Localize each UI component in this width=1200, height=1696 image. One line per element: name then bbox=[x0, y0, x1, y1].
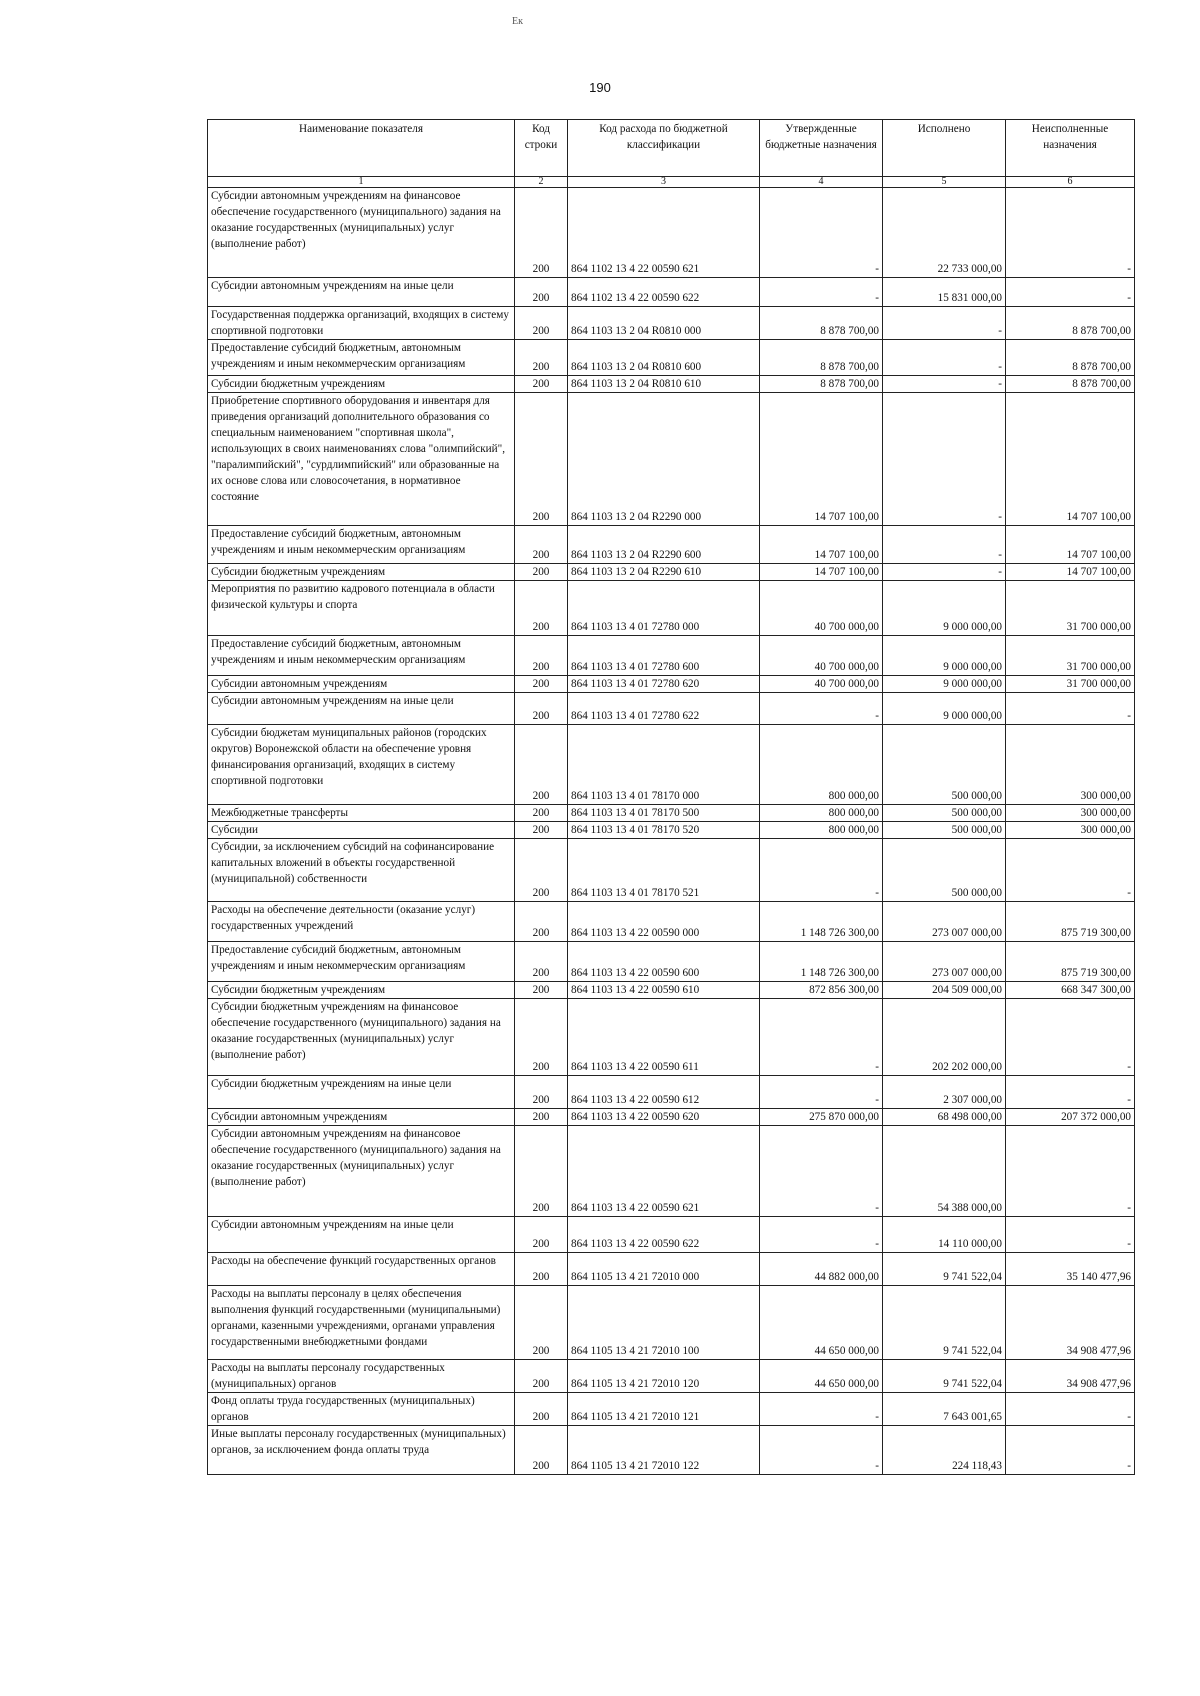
row-line-code: 200 bbox=[515, 999, 568, 1076]
column-number: 2 bbox=[515, 177, 568, 188]
row-name: Расходы на выплаты персоналу в целях обеспечения выполнения функций государственными (муниципальными) органами, казенными учреждениями, органами управления государственными внебюджетными фондами bbox=[208, 1286, 515, 1360]
row-approved: 1 148 726 300,00 bbox=[760, 942, 883, 982]
row-executed: 204 509 000,00 bbox=[883, 982, 1006, 999]
row-name: Субсидии автономным учреждениям на финансовое обеспечение государственного (муниципального) задания на оказание государственных (муниципальных) услуг (выполнение работ) bbox=[208, 188, 515, 278]
row-unexecuted: 300 000,00 bbox=[1006, 805, 1135, 822]
row-approved: 40 700 000,00 bbox=[760, 581, 883, 636]
row-approved: 800 000,00 bbox=[760, 822, 883, 839]
row-name: Субсидии автономным учреждениям bbox=[208, 676, 515, 693]
row-line-code: 200 bbox=[515, 636, 568, 676]
row-approved: - bbox=[760, 1393, 883, 1426]
row-approved: 1 148 726 300,00 bbox=[760, 902, 883, 942]
row-unexecuted: 300 000,00 bbox=[1006, 822, 1135, 839]
row-unexecuted: - bbox=[1006, 999, 1135, 1076]
row-approved: 44 882 000,00 bbox=[760, 1253, 883, 1286]
row-line-code: 200 bbox=[515, 942, 568, 982]
row-line-code: 200 bbox=[515, 693, 568, 725]
row-name: Субсидии автономным учреждениям на иные цели bbox=[208, 278, 515, 307]
row-executed: 7 643 001,65 bbox=[883, 1393, 1006, 1426]
row-unexecuted: 14 707 100,00 bbox=[1006, 393, 1135, 526]
row-name: Субсидии бюджетным учреждениям bbox=[208, 564, 515, 581]
row-budget-code: 864 1103 13 4 01 78170 000 bbox=[568, 725, 760, 805]
row-unexecuted: - bbox=[1006, 839, 1135, 902]
row-line-code: 200 bbox=[515, 1286, 568, 1360]
row-line-code: 200 bbox=[515, 376, 568, 393]
row-line-code: 200 bbox=[515, 1426, 568, 1475]
row-approved: - bbox=[760, 1426, 883, 1475]
row-name: Расходы на обеспечение функций государственных органов bbox=[208, 1253, 515, 1286]
row-line-code: 200 bbox=[515, 676, 568, 693]
row-unexecuted: 8 878 700,00 bbox=[1006, 307, 1135, 340]
row-executed: 273 007 000,00 bbox=[883, 902, 1006, 942]
row-approved: 275 870 000,00 bbox=[760, 1109, 883, 1126]
table-row bbox=[208, 693, 1135, 725]
row-name: Субсидии бюджетам муниципальных районов (городских округов) Воронежской области на обеспечение уровня финансирования организаций, входящих в систему спортивной подготовки bbox=[208, 725, 515, 805]
row-executed: 9 000 000,00 bbox=[883, 636, 1006, 676]
row-unexecuted: 31 700 000,00 bbox=[1006, 636, 1135, 676]
row-approved: 44 650 000,00 bbox=[760, 1286, 883, 1360]
row-line-code: 200 bbox=[515, 1253, 568, 1286]
row-line-code: 200 bbox=[515, 1217, 568, 1253]
row-unexecuted: - bbox=[1006, 1126, 1135, 1217]
row-budget-code: 864 1105 13 4 21 72010 000 bbox=[568, 1253, 760, 1286]
row-name: Предоставление субсидий бюджетным, автономным учреждениям и иным некоммерческим организациям bbox=[208, 942, 515, 982]
row-budget-code: 864 1102 13 4 22 00590 621 bbox=[568, 188, 760, 278]
row-unexecuted: 14 707 100,00 bbox=[1006, 526, 1135, 564]
row-line-code: 200 bbox=[515, 805, 568, 822]
row-executed: 500 000,00 bbox=[883, 725, 1006, 805]
row-approved: 40 700 000,00 bbox=[760, 636, 883, 676]
row-approved: - bbox=[760, 1076, 883, 1109]
header-budget-code: Код расхода по бюджетной классификации bbox=[568, 120, 760, 177]
row-budget-code: 864 1105 13 4 21 72010 122 bbox=[568, 1426, 760, 1475]
row-unexecuted: 34 908 477,96 bbox=[1006, 1286, 1135, 1360]
row-name: Субсидии, за исключением субсидий на софинансирование капитальных вложений в объекты государственной (муниципальной) собственности bbox=[208, 839, 515, 902]
row-line-code: 200 bbox=[515, 393, 568, 526]
row-line-code: 200 bbox=[515, 581, 568, 636]
row-unexecuted: 8 878 700,00 bbox=[1006, 340, 1135, 376]
row-executed: 224 118,43 bbox=[883, 1426, 1006, 1475]
row-name: Расходы на обеспечение деятельности (оказание услуг) государственных учреждений bbox=[208, 902, 515, 942]
row-budget-code: 864 1103 13 2 04 R0810 000 bbox=[568, 307, 760, 340]
row-executed: 54 388 000,00 bbox=[883, 1126, 1006, 1217]
row-budget-code: 864 1103 13 4 22 00590 000 bbox=[568, 902, 760, 942]
row-line-code: 200 bbox=[515, 278, 568, 307]
header-line-code: Код строки bbox=[515, 120, 568, 177]
row-unexecuted: 875 719 300,00 bbox=[1006, 942, 1135, 982]
row-line-code: 200 bbox=[515, 564, 568, 581]
row-approved: - bbox=[760, 278, 883, 307]
row-budget-code: 864 1105 13 4 21 72010 121 bbox=[568, 1393, 760, 1426]
page-number: 190 bbox=[589, 80, 611, 95]
row-approved: 14 707 100,00 bbox=[760, 564, 883, 581]
row-approved: 14 707 100,00 bbox=[760, 526, 883, 564]
table-row bbox=[208, 1360, 1135, 1393]
table-row bbox=[208, 564, 1135, 581]
table-row bbox=[208, 393, 1135, 526]
header-executed: Исполнено bbox=[883, 120, 1006, 177]
row-budget-code: 864 1102 13 4 22 00590 622 bbox=[568, 278, 760, 307]
row-name: Субсидии бюджетным учреждениям на финансовое обеспечение государственного (муниципального) задания на оказание государственных (муниципальных) услуг (выполнение работ) bbox=[208, 999, 515, 1076]
row-name: Предоставление субсидий бюджетным, автономным учреждениям и иным некоммерческим организациям bbox=[208, 340, 515, 376]
row-approved: 8 878 700,00 bbox=[760, 376, 883, 393]
table-row bbox=[208, 676, 1135, 693]
table-row bbox=[208, 839, 1135, 902]
row-executed: - bbox=[883, 307, 1006, 340]
row-budget-code: 864 1103 13 4 01 78170 500 bbox=[568, 805, 760, 822]
row-unexecuted: - bbox=[1006, 1426, 1135, 1475]
row-executed: 9 000 000,00 bbox=[883, 581, 1006, 636]
row-name: Расходы на выплаты персоналу государственных (муниципальных) органов bbox=[208, 1360, 515, 1393]
row-line-code: 200 bbox=[515, 307, 568, 340]
row-name: Субсидии бюджетным учреждениям на иные цели bbox=[208, 1076, 515, 1109]
column-number: 1 bbox=[208, 177, 515, 188]
row-name: Субсидии автономным учреждениям на иные цели bbox=[208, 1217, 515, 1253]
table-row bbox=[208, 1286, 1135, 1360]
row-approved: - bbox=[760, 839, 883, 902]
table-body bbox=[208, 188, 1135, 1475]
table-row bbox=[208, 725, 1135, 805]
row-executed: 14 110 000,00 bbox=[883, 1217, 1006, 1253]
row-unexecuted: 14 707 100,00 bbox=[1006, 564, 1135, 581]
table-row bbox=[208, 805, 1135, 822]
row-approved: 800 000,00 bbox=[760, 805, 883, 822]
row-executed: - bbox=[883, 376, 1006, 393]
row-executed: - bbox=[883, 393, 1006, 526]
row-name: Субсидии автономным учреждениям bbox=[208, 1109, 515, 1126]
table-row bbox=[208, 1426, 1135, 1475]
row-line-code: 200 bbox=[515, 822, 568, 839]
table-header-row bbox=[208, 120, 1135, 177]
table-row bbox=[208, 902, 1135, 942]
row-executed: - bbox=[883, 526, 1006, 564]
row-executed: 68 498 000,00 bbox=[883, 1109, 1006, 1126]
row-name: Приобретение спортивного оборудования и инвентаря для приведения организаций дополнительного образования со специальным наименованием "спортивная школа", использующих в своих наименованиях слова "олимпийский", "паралимпийский", "сурдлимпийский" или образованные на их основе слова или словосочетания, в нормативное состояние bbox=[208, 393, 515, 526]
row-unexecuted: 875 719 300,00 bbox=[1006, 902, 1135, 942]
row-line-code: 200 bbox=[515, 902, 568, 942]
table-row bbox=[208, 278, 1135, 307]
table-row bbox=[208, 636, 1135, 676]
row-name: Фонд оплаты труда государственных (муниципальных) органов bbox=[208, 1393, 515, 1426]
row-budget-code: 864 1103 13 4 01 78170 521 bbox=[568, 839, 760, 902]
table-row bbox=[208, 1393, 1135, 1426]
column-number: 6 bbox=[1006, 177, 1135, 188]
row-executed: 9 741 522,04 bbox=[883, 1360, 1006, 1393]
row-approved: - bbox=[760, 999, 883, 1076]
row-executed: 15 831 000,00 bbox=[883, 278, 1006, 307]
row-budget-code: 864 1103 13 4 01 72780 000 bbox=[568, 581, 760, 636]
row-approved: - bbox=[760, 188, 883, 278]
table-row bbox=[208, 1126, 1135, 1217]
row-name: Субсидии бюджетным учреждениям bbox=[208, 982, 515, 999]
row-unexecuted: - bbox=[1006, 188, 1135, 278]
row-line-code: 200 bbox=[515, 526, 568, 564]
row-line-code: 200 bbox=[515, 982, 568, 999]
row-unexecuted: - bbox=[1006, 278, 1135, 307]
row-budget-code: 864 1103 13 4 01 72780 620 bbox=[568, 676, 760, 693]
table-row bbox=[208, 376, 1135, 393]
row-budget-code: 864 1103 13 4 22 00590 612 bbox=[568, 1076, 760, 1109]
row-executed: 202 202 000,00 bbox=[883, 999, 1006, 1076]
column-number: 5 bbox=[883, 177, 1006, 188]
row-line-code: 200 bbox=[515, 1076, 568, 1109]
row-budget-code: 864 1103 13 2 04 R2290 610 bbox=[568, 564, 760, 581]
row-approved: 800 000,00 bbox=[760, 725, 883, 805]
row-name: Субсидии bbox=[208, 822, 515, 839]
table-row bbox=[208, 1253, 1135, 1286]
header-approved: Утвержденные бюджетные назначения bbox=[760, 120, 883, 177]
column-number-row bbox=[208, 177, 1135, 188]
row-executed: 500 000,00 bbox=[883, 805, 1006, 822]
row-budget-code: 864 1103 13 4 01 72780 600 bbox=[568, 636, 760, 676]
table-row bbox=[208, 942, 1135, 982]
row-approved: 40 700 000,00 bbox=[760, 676, 883, 693]
row-budget-code: 864 1105 13 4 21 72010 120 bbox=[568, 1360, 760, 1393]
table-row bbox=[208, 1217, 1135, 1253]
row-line-code: 200 bbox=[515, 1126, 568, 1217]
row-unexecuted: 300 000,00 bbox=[1006, 725, 1135, 805]
column-number: 3 bbox=[568, 177, 760, 188]
page-mark: Ек bbox=[512, 16, 523, 27]
row-budget-code: 864 1103 13 2 04 R0810 600 bbox=[568, 340, 760, 376]
row-executed: - bbox=[883, 340, 1006, 376]
row-name: Предоставление субсидий бюджетным, автономным учреждениям и иным некоммерческим организациям bbox=[208, 636, 515, 676]
row-executed: - bbox=[883, 564, 1006, 581]
row-unexecuted: 31 700 000,00 bbox=[1006, 581, 1135, 636]
row-budget-code: 864 1103 13 2 04 R0810 610 bbox=[568, 376, 760, 393]
row-line-code: 200 bbox=[515, 1360, 568, 1393]
header-indicator-name: Наименование показателя bbox=[208, 120, 515, 177]
row-budget-code: 864 1103 13 4 22 00590 620 bbox=[568, 1109, 760, 1126]
row-approved: 8 878 700,00 bbox=[760, 307, 883, 340]
table-row bbox=[208, 526, 1135, 564]
row-approved: 44 650 000,00 bbox=[760, 1360, 883, 1393]
row-approved: 872 856 300,00 bbox=[760, 982, 883, 999]
row-executed: 9 000 000,00 bbox=[883, 693, 1006, 725]
row-budget-code: 864 1103 13 4 22 00590 622 bbox=[568, 1217, 760, 1253]
row-name: Субсидии автономным учреждениям на финансовое обеспечение государственного (муниципального) задания на оказание государственных (муниципальных) услуг (выполнение работ) bbox=[208, 1126, 515, 1217]
row-approved: 14 707 100,00 bbox=[760, 393, 883, 526]
row-approved: - bbox=[760, 1126, 883, 1217]
row-unexecuted: 668 347 300,00 bbox=[1006, 982, 1135, 999]
row-line-code: 200 bbox=[515, 839, 568, 902]
row-budget-code: 864 1103 13 2 04 R2290 000 bbox=[568, 393, 760, 526]
budget-execution-table bbox=[207, 119, 1135, 1475]
row-name: Предоставление субсидий бюджетным, автономным учреждениям и иным некоммерческим организациям bbox=[208, 526, 515, 564]
row-executed: 500 000,00 bbox=[883, 839, 1006, 902]
row-budget-code: 864 1103 13 4 22 00590 600 bbox=[568, 942, 760, 982]
table-row bbox=[208, 1109, 1135, 1126]
table-row bbox=[208, 581, 1135, 636]
row-name: Межбюджетные трансферты bbox=[208, 805, 515, 822]
row-name: Государственная поддержка организаций, входящих в систему спортивной подготовки bbox=[208, 307, 515, 340]
column-number: 4 bbox=[760, 177, 883, 188]
table-row bbox=[208, 1076, 1135, 1109]
table-row bbox=[208, 307, 1135, 340]
row-executed: 500 000,00 bbox=[883, 822, 1006, 839]
row-approved: - bbox=[760, 693, 883, 725]
row-line-code: 200 bbox=[515, 1393, 568, 1426]
row-unexecuted: - bbox=[1006, 1393, 1135, 1426]
row-budget-code: 864 1103 13 4 01 72780 622 bbox=[568, 693, 760, 725]
row-line-code: 200 bbox=[515, 340, 568, 376]
row-unexecuted: 34 908 477,96 bbox=[1006, 1360, 1135, 1393]
row-executed: 2 307 000,00 bbox=[883, 1076, 1006, 1109]
row-unexecuted: - bbox=[1006, 1076, 1135, 1109]
row-name: Иные выплаты персоналу государственных (муниципальных) органов, за исключением фонда оплаты труда bbox=[208, 1426, 515, 1475]
table-row bbox=[208, 999, 1135, 1076]
row-approved: - bbox=[760, 1217, 883, 1253]
row-unexecuted: 35 140 477,96 bbox=[1006, 1253, 1135, 1286]
row-budget-code: 864 1103 13 4 01 78170 520 bbox=[568, 822, 760, 839]
row-budget-code: 864 1105 13 4 21 72010 100 bbox=[568, 1286, 760, 1360]
row-budget-code: 864 1103 13 2 04 R2290 600 bbox=[568, 526, 760, 564]
table-row bbox=[208, 188, 1135, 278]
row-executed: 9 741 522,04 bbox=[883, 1253, 1006, 1286]
header-unexecuted: Неисполненные назначения bbox=[1006, 120, 1135, 177]
row-name: Субсидии автономным учреждениям на иные цели bbox=[208, 693, 515, 725]
row-approved: 8 878 700,00 bbox=[760, 340, 883, 376]
row-unexecuted: 31 700 000,00 bbox=[1006, 676, 1135, 693]
row-unexecuted: 207 372 000,00 bbox=[1006, 1109, 1135, 1126]
row-line-code: 200 bbox=[515, 188, 568, 278]
row-unexecuted: 8 878 700,00 bbox=[1006, 376, 1135, 393]
row-executed: 9 741 522,04 bbox=[883, 1286, 1006, 1360]
row-executed: 273 007 000,00 bbox=[883, 942, 1006, 982]
table-row bbox=[208, 982, 1135, 999]
row-line-code: 200 bbox=[515, 1109, 568, 1126]
row-unexecuted: - bbox=[1006, 693, 1135, 725]
row-name: Субсидии бюджетным учреждениям bbox=[208, 376, 515, 393]
row-line-code: 200 bbox=[515, 725, 568, 805]
row-executed: 9 000 000,00 bbox=[883, 676, 1006, 693]
row-name: Мероприятия по развитию кадрового потенциала в области физической культуры и спорта bbox=[208, 581, 515, 636]
row-budget-code: 864 1103 13 4 22 00590 611 bbox=[568, 999, 760, 1076]
row-budget-code: 864 1103 13 4 22 00590 621 bbox=[568, 1126, 760, 1217]
row-unexecuted: - bbox=[1006, 1217, 1135, 1253]
row-budget-code: 864 1103 13 4 22 00590 610 bbox=[568, 982, 760, 999]
table-row bbox=[208, 822, 1135, 839]
table-row bbox=[208, 340, 1135, 376]
row-executed: 22 733 000,00 bbox=[883, 188, 1006, 278]
